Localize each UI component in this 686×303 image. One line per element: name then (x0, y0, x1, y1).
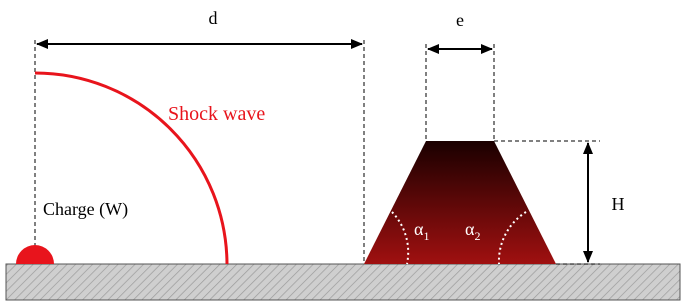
crest-width-label: e (456, 10, 464, 30)
angle-alpha1-label: $\alpha_1$ (414, 219, 430, 243)
shock-wave-arc (35, 73, 227, 264)
distance-label: d (208, 8, 218, 28)
height-label: H (611, 194, 625, 214)
ground (6, 264, 680, 300)
charge-label: Charge (W) (43, 199, 129, 219)
angle-alpha2-label: $\alpha_2$ (465, 219, 481, 243)
charge-hemisphere (16, 245, 54, 264)
shock-wave-label: Shock wave (168, 103, 266, 125)
blast-wall (364, 141, 556, 264)
